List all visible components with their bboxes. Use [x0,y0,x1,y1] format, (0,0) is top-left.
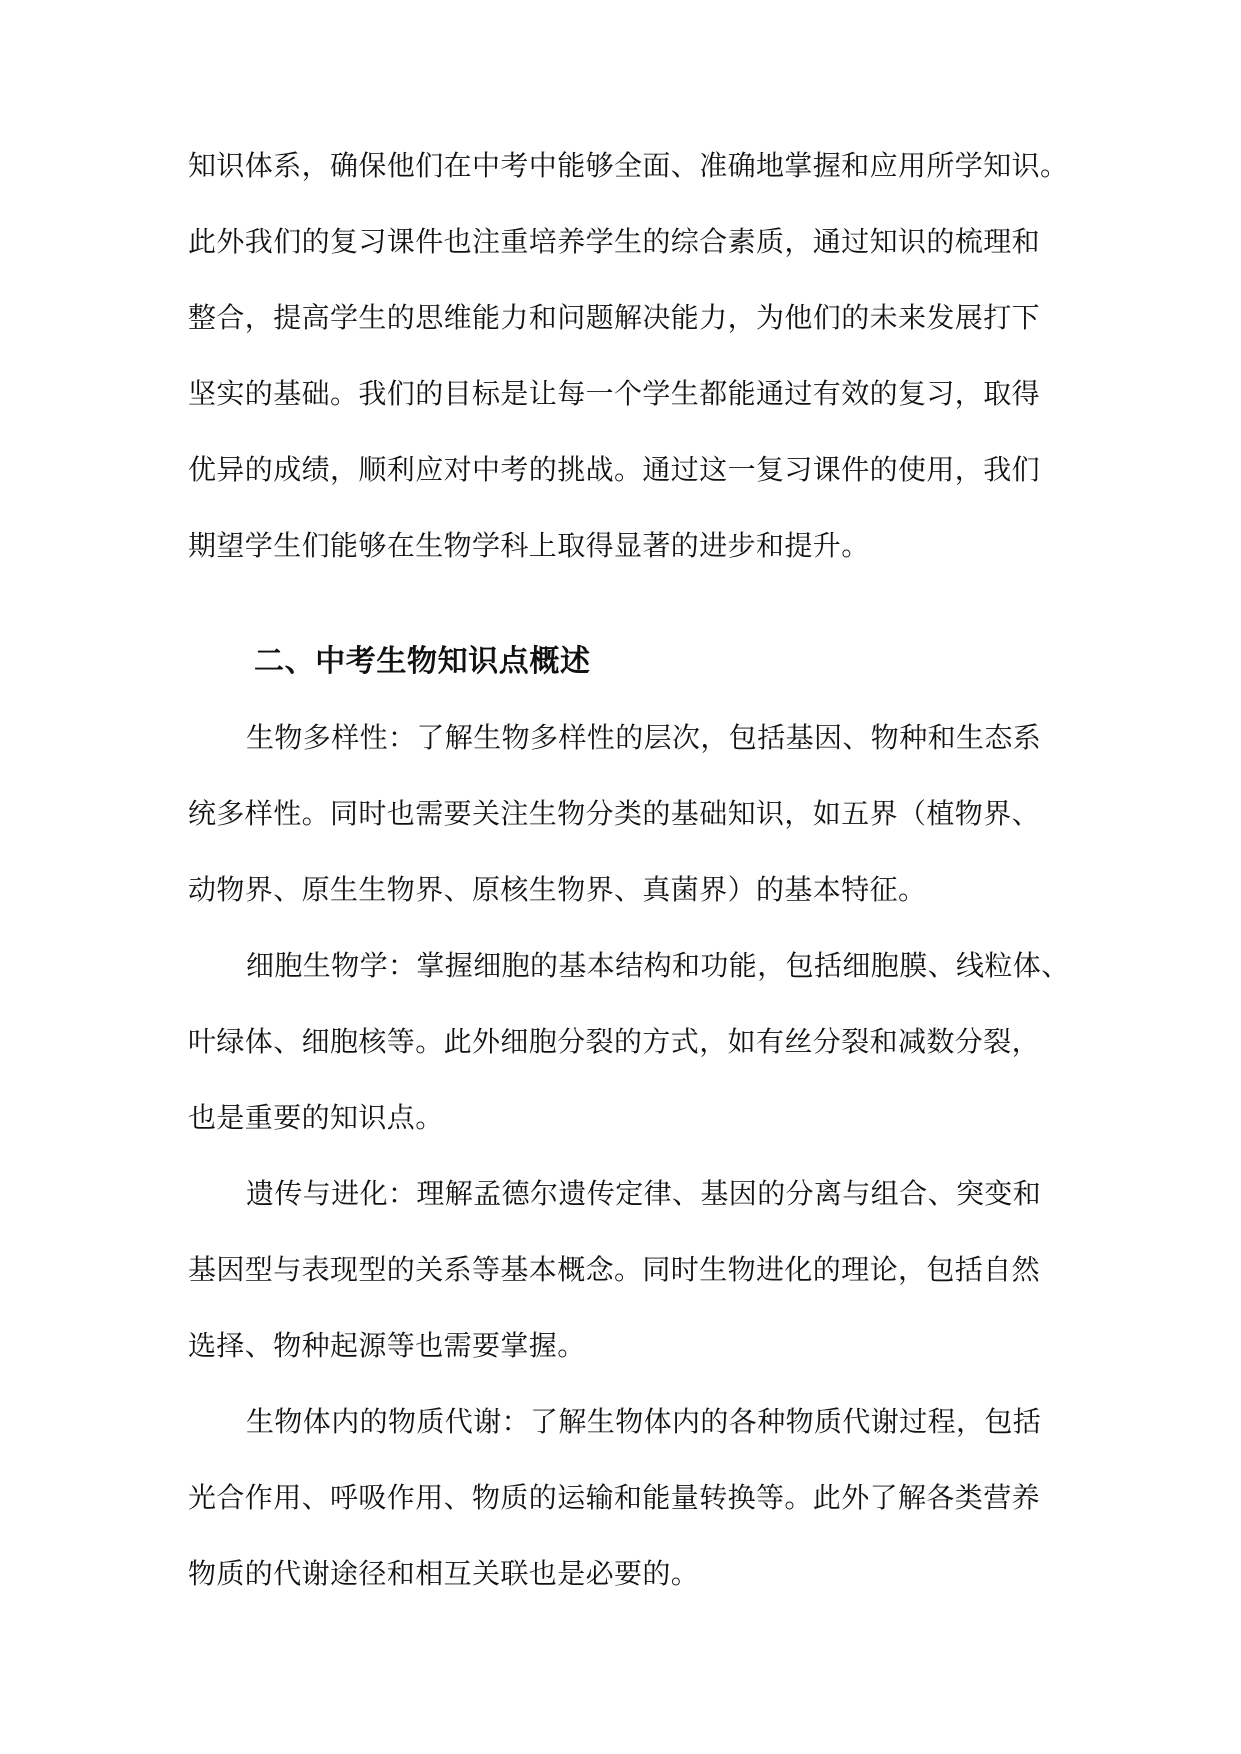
text-line: 细胞生物学：掌握细胞的基本结构和功能，包括细胞膜、线粒体、 [246,949,1070,982]
text-line: 选择、物种起源等也需要掌握。 [188,1329,586,1362]
text-line: 整合，提高学生的思维能力和问题解决能力，为他们的未来发展打下 [188,301,1041,334]
text-line: 生物体内的物质代谢：了解生物体内的各种物质代谢过程，包括 [246,1405,1042,1438]
text-line: 坚实的基础。我们的目标是让每一个学生都能通过有效的复习，取得 [188,377,1041,410]
document-page [188,128,1070,1612]
text-line: 生物多样性：了解生物多样性的层次，包括基因、物种和生态系 [246,721,1042,754]
text-line: 此外我们的复习课件也注重培养学生的综合素质，通过知识的梳理和 [188,225,1041,258]
paragraph-biodiversity [188,700,1060,928]
paragraph-genetics-evolution [188,1156,1060,1384]
text-line: 期望学生们能够在生物学科上取得显著的进步和提升。 [188,529,870,562]
text-line: 统多样性。同时也需要关注生物分类的基础知识，如五界（植物界、 [188,797,1041,830]
text-line: 光合作用、呼吸作用、物质的运输和能量转换等。此外了解各类营养 [188,1481,1041,1514]
text-line: 物质的代谢途径和相互关联也是必要的。 [188,1557,700,1590]
text-line: 优异的成绩，顺利应对中考的挑战。通过这一复习课件的使用，我们 [188,453,1041,486]
paragraph-metabolism [188,1384,1060,1612]
text-line: 知识体系，确保他们在中考中能够全面、准确地掌握和应用所学知识。 [188,149,1069,182]
section-heading: 二、中考生物知识点概述 [254,644,591,679]
intro-paragraph [188,128,1069,584]
text-line: 动物界、原生生物界、原核生物界、真菌界）的基本特征。 [188,873,927,906]
text-line: 也是重要的知识点。 [188,1101,444,1134]
text-line: 叶绿体、细胞核等。此外细胞分裂的方式，如有丝分裂和减数分裂， [188,1025,1041,1058]
paragraph-cell-biology [188,928,1070,1156]
text-line: 基因型与表现型的关系等基本概念。同时生物进化的理论，包括自然 [188,1253,1041,1286]
text-line: 遗传与进化：理解孟德尔遗传定律、基因的分离与组合、突变和 [246,1177,1042,1210]
